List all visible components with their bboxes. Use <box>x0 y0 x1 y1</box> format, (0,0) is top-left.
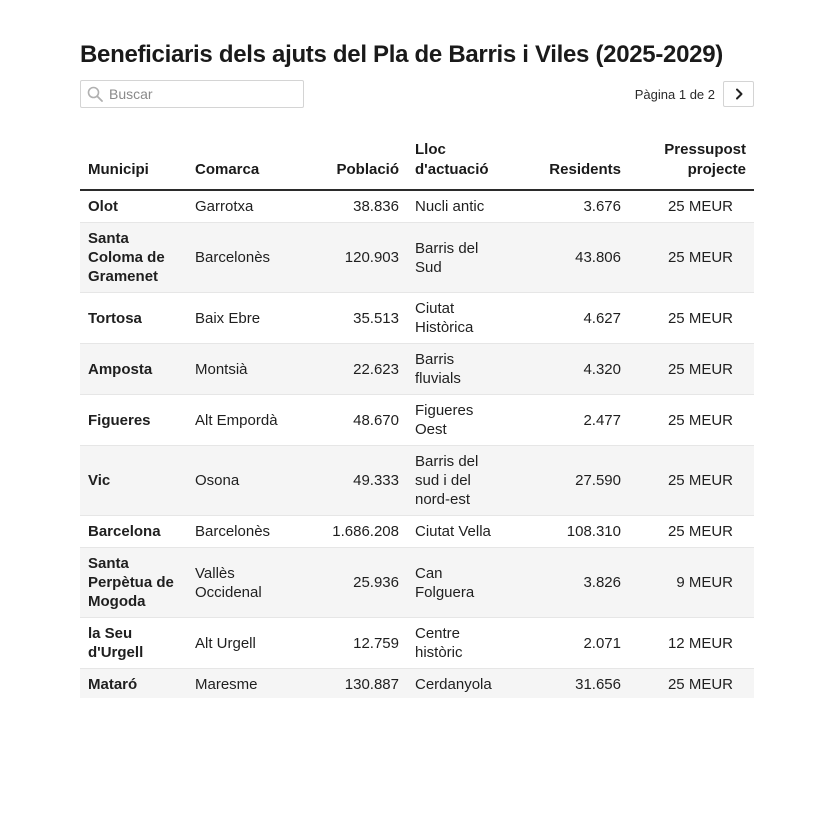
table-row <box>80 190 754 223</box>
column-header-poblacio[interactable]: Població <box>292 140 407 190</box>
cell-poblacio: 12.759 <box>292 618 407 669</box>
cell-municipi: Olot <box>80 190 187 223</box>
cell-residents: 43.806 <box>511 223 629 293</box>
table-row <box>80 395 754 446</box>
table-row <box>80 516 754 548</box>
chevron-right-icon <box>734 88 744 100</box>
cell-pressupost: 25 MEUR <box>629 293 754 344</box>
cell-municipi: Tortosa <box>80 293 187 344</box>
cell-residents: 4.320 <box>511 344 629 395</box>
cell-lloc: Can Folguera <box>407 548 511 618</box>
cell-municipi: Barcelona <box>80 516 187 548</box>
pagination <box>635 80 754 108</box>
cell-municipi: la Seu d'Urgell <box>80 618 187 669</box>
cell-municipi: Mataró <box>80 669 187 699</box>
column-header-residents[interactable]: Residents <box>511 140 629 190</box>
cell-comarca: Alt Urgell <box>187 618 292 669</box>
table-row <box>80 548 754 618</box>
cell-lloc: Nucli antic <box>407 190 511 223</box>
cell-comarca: Barcelonès <box>187 516 292 548</box>
cell-poblacio: 1.686.208 <box>292 516 407 548</box>
cell-comarca: Alt Empordà <box>187 395 292 446</box>
page-title: Beneficiaris dels ajuts del Pla de Barris i Viles (2025-2029) <box>80 41 723 68</box>
toolbar <box>80 80 754 108</box>
search-icon <box>87 86 103 102</box>
cell-pressupost: 25 MEUR <box>629 190 754 223</box>
cell-pressupost: 9 MEUR <box>629 548 754 618</box>
cell-lloc: Cerdanyola <box>407 669 511 699</box>
cell-municipi: Vic <box>80 446 187 516</box>
cell-pressupost: 25 MEUR <box>629 223 754 293</box>
cell-pressupost: 25 MEUR <box>629 344 754 395</box>
column-header-comarca[interactable]: Comarca <box>187 140 292 190</box>
table-row <box>80 293 754 344</box>
cell-comarca: Osona <box>187 446 292 516</box>
cell-lloc: Centre històric <box>407 618 511 669</box>
cell-poblacio: 35.513 <box>292 293 407 344</box>
cell-municipi: Figueres <box>80 395 187 446</box>
table-row <box>80 344 754 395</box>
next-page-button[interactable] <box>723 81 754 107</box>
cell-comarca: Baix Ebre <box>187 293 292 344</box>
cell-municipi: Santa Perpètua de Mogoda <box>80 548 187 618</box>
cell-lloc: Ciutat Vella <box>407 516 511 548</box>
table-row <box>80 223 754 293</box>
cell-residents: 27.590 <box>511 446 629 516</box>
cell-poblacio: 38.836 <box>292 190 407 223</box>
cell-lloc: Figueres Oest <box>407 395 511 446</box>
column-header-municipi[interactable]: Municipi <box>80 140 187 190</box>
table-header-row <box>80 140 754 190</box>
cell-poblacio: 49.333 <box>292 446 407 516</box>
table-row <box>80 618 754 669</box>
cell-residents: 3.676 <box>511 190 629 223</box>
cell-poblacio: 48.670 <box>292 395 407 446</box>
cell-pressupost: 12 MEUR <box>629 618 754 669</box>
cell-comarca: Vallès Occidenal <box>187 548 292 618</box>
cell-residents: 3.826 <box>511 548 629 618</box>
cell-municipi: Amposta <box>80 344 187 395</box>
search-input[interactable] <box>109 81 297 107</box>
table-widget <box>80 40 754 698</box>
cell-municipi: Santa Coloma de Gramenet <box>80 223 187 293</box>
search-box[interactable] <box>80 80 304 108</box>
cell-residents: 2.477 <box>511 395 629 446</box>
cell-pressupost: 25 MEUR <box>629 669 754 699</box>
table-row <box>80 669 754 699</box>
cell-poblacio: 25.936 <box>292 548 407 618</box>
cell-comarca: Garrotxa <box>187 190 292 223</box>
cell-residents: 2.071 <box>511 618 629 669</box>
cell-residents: 108.310 <box>511 516 629 548</box>
cell-comarca: Maresme <box>187 669 292 699</box>
cell-poblacio: 130.887 <box>292 669 407 699</box>
cell-comarca: Barcelonès <box>187 223 292 293</box>
cell-lloc: Barris fluvials <box>407 344 511 395</box>
cell-lloc: Barris del sud i del nord-est <box>407 446 511 516</box>
table-row <box>80 446 754 516</box>
cell-pressupost: 25 MEUR <box>629 446 754 516</box>
cell-poblacio: 22.623 <box>292 344 407 395</box>
cell-comarca: Montsià <box>187 344 292 395</box>
cell-residents: 4.627 <box>511 293 629 344</box>
cell-pressupost: 25 MEUR <box>629 395 754 446</box>
column-header-lloc-actuacio[interactable]: Lloc d'actuació <box>407 140 511 190</box>
cell-lloc: Barris del Sud <box>407 223 511 293</box>
page-indicator: Pàgina 1 de 2 <box>634 86 715 102</box>
cell-poblacio: 120.903 <box>292 223 407 293</box>
cell-lloc: Ciutat Històrica <box>407 293 511 344</box>
cell-residents: 31.656 <box>511 669 629 699</box>
cell-pressupost: 25 MEUR <box>629 516 754 548</box>
beneficiaries-table <box>80 140 754 698</box>
column-header-pressupost[interactable]: Pressupost projecte <box>629 140 754 190</box>
